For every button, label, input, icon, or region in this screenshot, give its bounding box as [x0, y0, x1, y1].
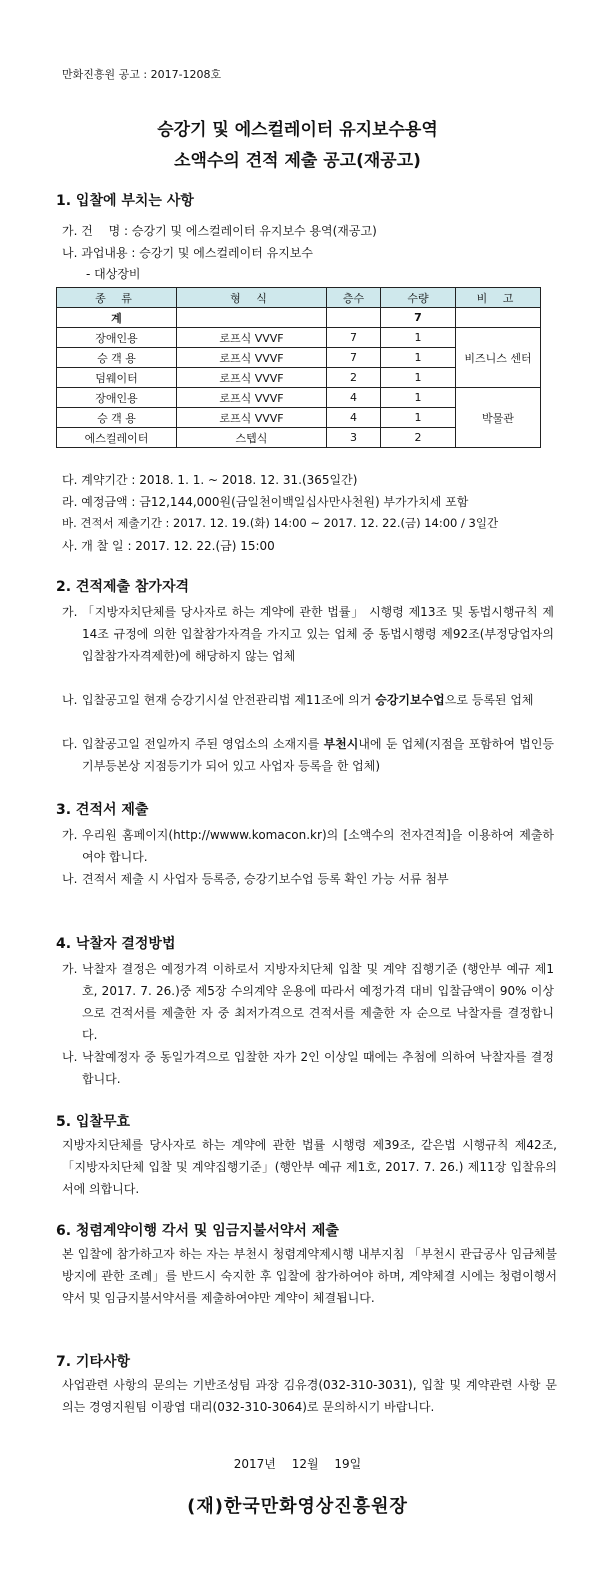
page-subtitle: 소액수의 견적 제출 공고(재공고)	[174, 151, 421, 171]
s2-item-na: 입찰공고일 현재 승강기시설 안전관리법 제11조에 의거 승강기보수업으로 등록된 업체	[82, 693, 534, 707]
total-label: 계	[57, 308, 177, 328]
col-header-note: 비 고	[456, 288, 541, 308]
col-header-form: 형 식	[177, 288, 327, 308]
s1-item-ba: 바. 견적서 제출기간 : 2017. 12. 19.(화) 14:00 ~ 2017. 12. 22.(금) 14:00 / 3일간	[62, 516, 499, 530]
table-row: 덤웨이터 로프식 VVVF 2 1	[57, 368, 541, 388]
s7-body: 사업관련 사항의 문의는 기반조성팀 과장 김유경(032-310-3031), 입찰 및 계약관련 사항 문의는 경영지원팀 이광엽 대리(032-310-3064)로 문의하시기 바랍니다.	[62, 1378, 557, 1414]
s1-item-na: 나. 과업내용 : 승강기 및 에스컬레이터 유지보수	[62, 246, 313, 260]
section-7-heading: 7. 기타사항	[56, 1354, 131, 1370]
s1-item-sa: 사. 개 찰 일 : 2017. 12. 22.(금) 15:00	[62, 539, 275, 553]
section-4-heading: 4. 낙찰자 결정방법	[56, 936, 176, 952]
document-date: 2017년 12월 19일	[233, 1457, 362, 1471]
section-6-heading: 6. 청렴계약이행 각서 및 임금지불서약서 제출	[56, 1223, 339, 1239]
section-5-heading: 5. 입찰무효	[56, 1114, 131, 1130]
s1-item-ra: 라. 예정금액 : 금12,144,000원(금일천이백일십사만사천원) 부가가치세 포함	[62, 495, 469, 509]
issuer-signature: (재)한국만화영상진흥원장	[187, 1496, 408, 1517]
section-2-heading: 2. 견적제출 참가자격	[56, 579, 189, 595]
col-header-type: 종 류	[57, 288, 177, 308]
s4-item-ga: 낙찰자 결정은 예정가격 이하로서 지방자치단체 입찰 및 계약 집행기준 (행안부 예규 제1호, 2017. 7. 26.)중 제5장 수의계약 운용에 따라서 예정가격 대비 입찰금액이 90% 이상으로 견적서를 제출한 자 중 최저가격으로 견적서를 제출한 자 순으로 낙찰자를 결정합니다.	[82, 962, 554, 1042]
s1-item-da: 다. 계약기간 : 2018. 1. 1. ~ 2018. 12. 31.(365일간)	[62, 473, 358, 487]
table-header-row	[57, 288, 541, 308]
table-total-row	[57, 308, 541, 328]
table-row: 승 객 용 로프식 VVVF 4 1	[57, 408, 541, 428]
s4-item-na: 낙찰예정자 중 동일가격으로 입찰한 자가 2인 이상일 때에는 추첨에 의하여 낙찰자를 결정합니다.	[82, 1050, 554, 1086]
table-row: 승 객 용 로프식 VVVF 7 1	[57, 348, 541, 368]
section-3-heading: 3. 견적서 제출	[56, 802, 149, 818]
col-header-qty: 수량	[381, 288, 456, 308]
notice-number: 만화진흥원 공고 : 2017-1208호	[62, 68, 222, 81]
note-business-center: 비즈니스 센터	[456, 328, 541, 388]
equipment-table	[56, 287, 541, 448]
table-row: 장애인용 로프식 VVVF 7 1 비즈니스 센터	[57, 328, 541, 348]
s6-body: 본 입찰에 참가하고자 하는 자는 부천시 청렴계약제시행 내부지침 「부천시 관급공사 임금체불 방지에 관한 조례」를 반드시 숙지한 후 입찰에 참가하여야 하며, 계약체결 시에는 청렴이행서약서 및 임금지불서약서를 제출하여야만 계약이 체결됩니다.	[62, 1247, 557, 1305]
section-1-heading: 1. 입찰에 부치는 사항	[56, 193, 194, 209]
s3-item-ga: 우리원 홈페이지(http://wwww.komacon.kr)의 [소액수의 전자견적]을 이용하여 제출하여야 합니다.	[82, 828, 554, 864]
total-qty: 7	[381, 308, 456, 328]
s2-item-ga: 「지방자치단체를 당사자로 하는 계약에 관한 법률」 시행령 제13조 및 동법시행규칙 제14조 규정에 의한 입찰참가자격을 가지고 있는 업체 중 동법시행령 제92조(부정당업자의 입찰참가자격제한)에 해당하지 않는 업체	[82, 605, 555, 663]
note-museum: 박물관	[456, 388, 541, 448]
page-title: 승강기 및 에스컬레이터 유지보수용역	[157, 120, 438, 140]
s2-item-da: 입찰공고일 전일까지 주된 영업소의 소재지를 부천시내에 둔 업체(지점을 포함하여 법인등기부등본상 지점등기가 되어 있고 사업자 등록을 한 업체)	[82, 737, 555, 773]
s3-item-na: 견적서 제출 시 사업자 등록증, 승강기보수업 등록 확인 가능 서류 첨부	[82, 872, 449, 886]
equipment-label: - 대상장비	[86, 267, 141, 281]
s1-item-ga: 가. 건 명 : 승강기 및 에스컬레이터 유지보수 용역(재공고)	[62, 224, 377, 238]
table-row: 에스컬레이터 스텝식 3 2	[57, 428, 541, 448]
col-header-floors: 층수	[327, 288, 381, 308]
s5-body: 지방자치단체를 당사자로 하는 계약에 관한 법률 시행령 제39조, 같은법 시행규칙 제42조, 「지방자치단체 입찰 및 계약집행기준」(행안부 예규 제1호, 2017. 7. 26.) 제11장 입찰유의서에 의합니다.	[62, 1138, 557, 1196]
table-row: 장애인용 로프식 VVVF 4 1 박물관	[57, 388, 541, 408]
